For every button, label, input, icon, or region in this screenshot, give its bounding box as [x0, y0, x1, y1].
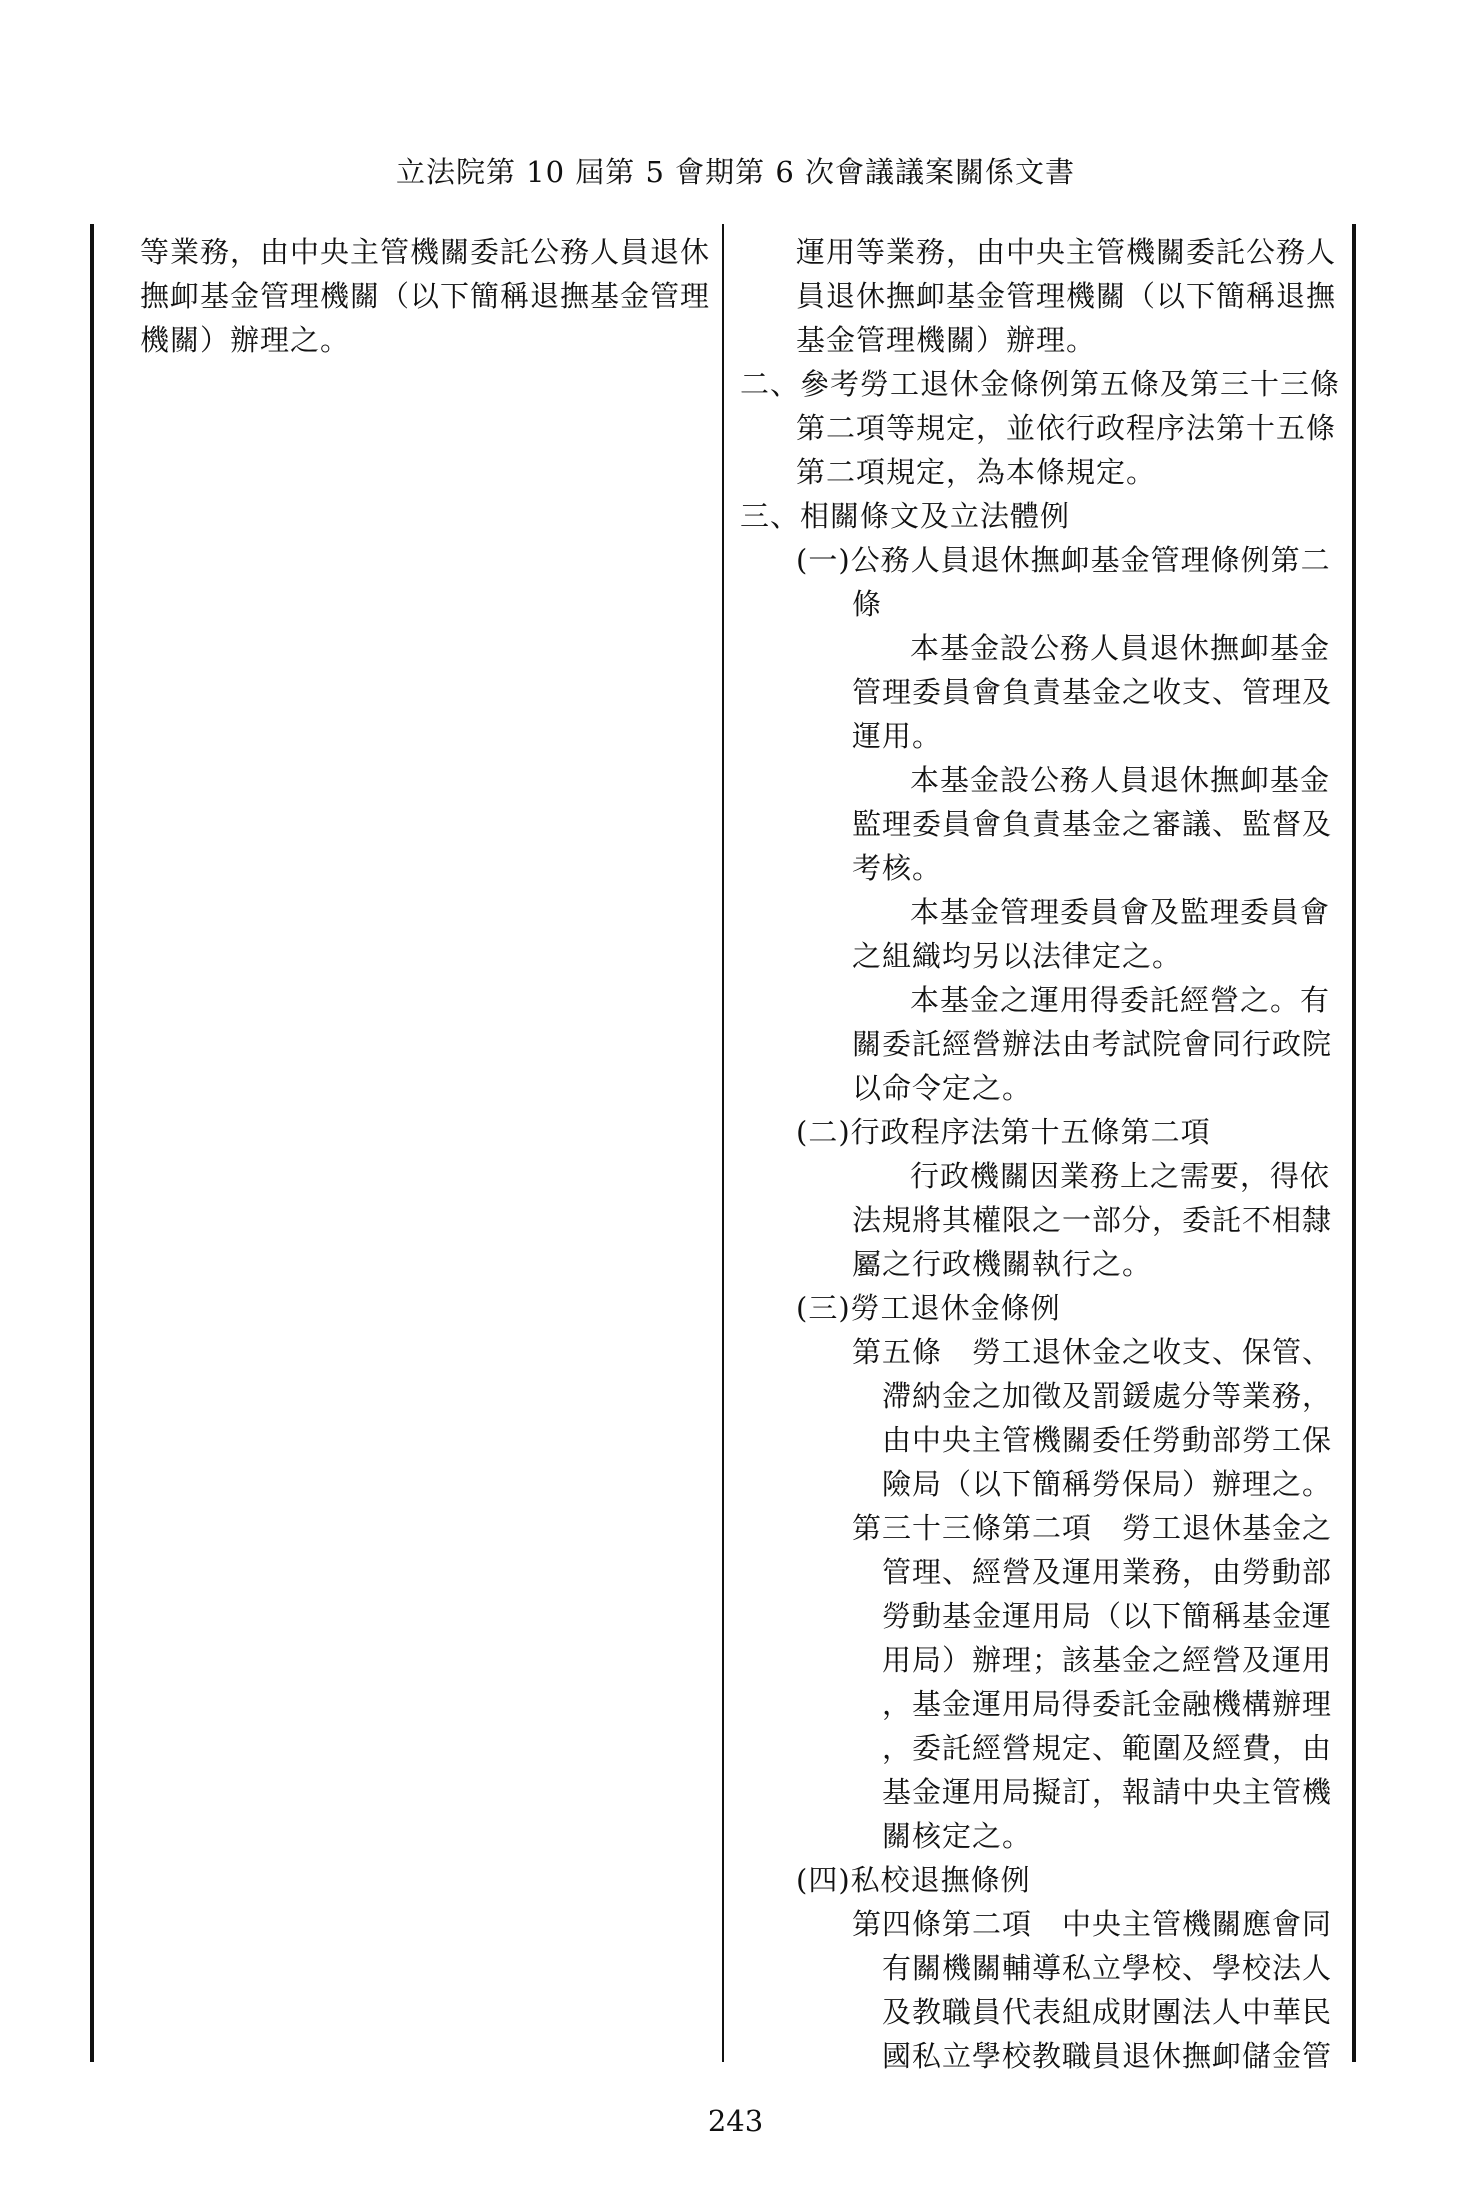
right-column-line: 第二項等規定，並依行政程序法第十五條 [796, 411, 1337, 445]
right-column-line: 滯納金之加徵及罰鍰處分等業務， [882, 1379, 1333, 1413]
right-column-line: 基金運用局擬訂，報請中央主管機 [882, 1775, 1333, 1809]
table-left-border [90, 224, 94, 2062]
left-column-text [140, 230, 711, 362]
right-column-line: 運用。 [852, 719, 943, 753]
right-column-line: 條 [852, 587, 883, 621]
right-column-line: 考核。 [852, 851, 943, 885]
right-column-line: 關核定之。 [882, 1819, 1033, 1853]
right-column-line: 第五條 勞工退休金之收支、保管、 [852, 1335, 1333, 1369]
table-right-border [1352, 224, 1356, 2062]
right-column-line: ，委託經營規定、範圍及經費，由 [882, 1731, 1333, 1765]
right-column-line: (四)私校退撫條例 [796, 1863, 1031, 1897]
right-column-line: 基金管理機關）辦理。 [796, 323, 1097, 357]
right-column-line: 三、相關條文及立法體例 [740, 499, 1071, 533]
right-column-line: 之組織均另以法律定之。 [852, 939, 1183, 973]
right-column-line: 關委託經營辦法由考試院會同行政院 [852, 1027, 1333, 1061]
right-column-line: 屬之行政機關執行之。 [852, 1247, 1153, 1281]
right-column-line: 本基金之運用得委託經營之。有 [910, 983, 1331, 1017]
right-column-line: 員退休撫卹基金管理機關（以下簡稱退撫 [796, 279, 1337, 313]
right-column-line: 監理委員會負責基金之審議、監督及 [852, 807, 1333, 841]
right-column-line: 行政機關因業務上之需要，得依 [910, 1159, 1331, 1193]
right-column-line: 本基金設公務人員退休撫卹基金 [910, 631, 1331, 665]
right-column-line: 由中央主管機關委任勞動部勞工保 [882, 1423, 1333, 1457]
right-column-line: 法規將其權限之一部分，委託不相隸 [852, 1203, 1333, 1237]
left-column-line: 撫卹基金管理機關（以下簡稱退撫基金管理 [140, 279, 711, 313]
left-column-line: 等業務，由中央主管機關委託公務人員退休 [140, 235, 711, 269]
document-header: 立法院第 10 屆第 5 會期第 6 次會議議案關係文書 [395, 155, 1076, 189]
comparison-table [90, 224, 1356, 2073]
right-column-line: 第三十三條第二項 勞工退休基金之 [852, 1511, 1333, 1545]
table-column-divider [722, 224, 724, 2062]
right-column-line: ，基金運用局得委託金融機構辦理 [882, 1687, 1333, 1721]
right-column-line: 第二項規定，為本條規定。 [796, 455, 1157, 489]
right-column-line: 運用等業務，由中央主管機關委託公務人 [796, 235, 1337, 269]
right-column-line: 本基金管理委員會及監理委員會 [910, 895, 1331, 929]
right-column-line: 險局（以下簡稱勞保局）辦理之。 [882, 1467, 1333, 1501]
right-column-line: 及教職員代表組成財團法人中華民 [882, 1995, 1333, 2029]
right-column-line: (二)行政程序法第十五條第二項 [796, 1115, 1211, 1149]
right-column-line: (一)公務人員退休撫卹基金管理條例第二 [796, 543, 1331, 577]
right-column-line: 二、參考勞工退休金條例第五條及第三十三條 [740, 367, 1341, 401]
right-column-line: 第四條第二項 中央主管機關應會同 [852, 1907, 1333, 1941]
left-column-line: 機關）辦理之。 [140, 323, 351, 357]
right-column-line: 管理委員會負責基金之收支、管理及 [852, 675, 1333, 709]
right-column-text [740, 230, 1340, 2078]
right-column-line: 國私立學校教職員退休撫卹儲金管 [882, 2039, 1333, 2073]
right-column-line: 本基金設公務人員退休撫卹基金 [910, 763, 1331, 797]
right-column-line: 管理、經營及運用業務，由勞動部 [882, 1555, 1333, 1589]
right-column-line: 以命令定之。 [852, 1071, 1033, 1105]
right-column-line: (三)勞工退休金條例 [796, 1291, 1061, 1325]
right-column-line: 用局）辦理；該基金之經營及運用 [882, 1643, 1333, 1677]
page-number: 243 [707, 2104, 764, 2138]
right-column-line: 有關機關輔導私立學校、學校法人 [882, 1951, 1333, 1985]
right-column-line: 勞動基金運用局（以下簡稱基金運 [882, 1599, 1333, 1633]
